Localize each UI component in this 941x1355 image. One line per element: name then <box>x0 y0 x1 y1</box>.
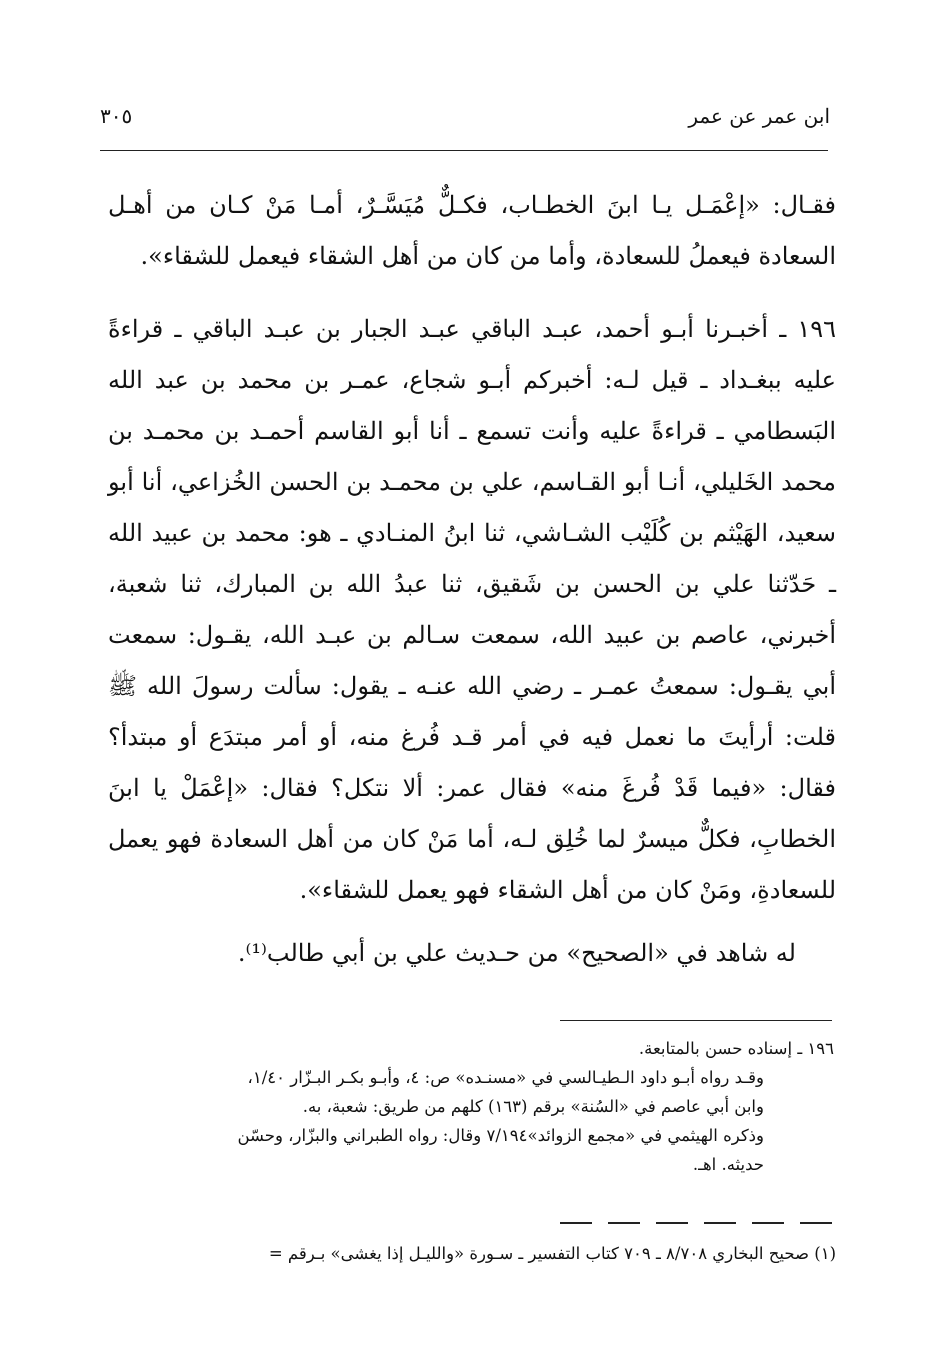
separator-dash <box>704 1222 736 1224</box>
separator-dash <box>560 1222 592 1224</box>
footnote-196-line-2: وقـد رواه أبـو داود الـطيـالسي في «مسنـده» ص: ٤، وأبـو بكـر البـزّار ١/٤٠، <box>247 1068 764 1087</box>
running-title: ابن عمر عن عمر <box>688 104 830 128</box>
footnote-1: (١) صحيح البخاري ٨/٧٠٨ ـ ٧٠٩ كتاب التفسير ـ سـورة «والليـل إذا يغشى» بـرقم = <box>268 1244 836 1263</box>
footnote-196-grade: ١٩٦ ـ إسناده حسن بالمتابعة. <box>638 1039 834 1058</box>
footnotes <box>120 1034 834 1179</box>
header-rule <box>100 150 828 151</box>
footnote-separator <box>560 1218 832 1228</box>
hadith-196-paragraph: ١٩٦ ـ أخبـرنا أبـو أحمد، عبـد الباقي عبـد الجبار بن عبـد الباقي ـ قراءةً عليه ببغـداد ـ قيل لـه: أخبركم أبـو شجاع، عمـر بن محمد بن عبد الله البَسطامي ـ قراءةً عليه وأنت تسمع ـ أنا أبو القاسم أحمـد بن محمـد بن محمد الخَليلي، أنـا أبو القـاسم، علي بن محمـد بن الحسن الخُزاعي، أنا أبو سعيد، الهَيْثم بن كُلَيْب الشـاشي، ثنا ابنُ المنـادي ـ هو: محمد بن عبيد الله ـ حَدّثنا علي بن الحسن بن شَقيق، ثنا عبدُ الله بن المبارك، ثنا شعبة، أخبرني، عاصم بن عبيد الله، سمعت سـالم بن عبـد الله، يقـول: سمعت أبي يقـول: سمعتُ عمـر ـ رضي الله عنـه ـ يقول: سألت رسولَ الله ﷺ قلت: أرأيتَ ما نعمل فيه في أمر قـد فُرغ منه، أو أمر مبتدَع أو مبتدأ؟ فقال: «فيما قَدْ فُرغَ منه» فقال عمر: ألا نتكل؟ فقال: «إعْمَلْ يا ابنَ الخطابِ، فكلٌّ ميسرٌ لما خُلِق لـه، أما مَنْ كان من أهل السعادة فهو يعمل للسعادةِ، ومَنْ كان من أهل الشقاء فهو يعمل للشقاء». <box>108 315 836 904</box>
intro-paragraph: فقـال: «إعْمَـل يـا ابنَ الخطـاب، فكـلٌّ مُيَسَّـرٌ، أمـا مَنْ كـان من أهـل السعادة فيعملُ للسعادة، وأما من كان من أهل الشقاء فيعمل للشقاء». <box>108 191 836 270</box>
footnote-196-line-4: وذكره الهيثمي في «مجمع الزوائد»٧/١٩٤ وقال: رواه الطبراني والبزّار، وحسّن <box>237 1126 764 1145</box>
separator-dash <box>656 1222 688 1224</box>
footnote-rule <box>560 1020 832 1021</box>
footnote-196-line-3: وابن أبي عاصم في «السُنة» برقم (١٦٣) كلهم من طريق: شعبة، به. <box>302 1097 764 1116</box>
separator-dash <box>608 1222 640 1224</box>
main-text <box>108 180 836 979</box>
separator-dash <box>752 1222 784 1224</box>
page-header <box>100 104 830 138</box>
footnote-196-line-5: حديثه. اهـ. <box>692 1155 764 1174</box>
shahid-paragraph: له شاهد في «الصحيح» من حـديث علي بن أبي طالب⁽¹⁾. <box>237 939 796 967</box>
separator-dash <box>800 1222 832 1224</box>
page-number: ٣٠٥ <box>100 104 133 128</box>
